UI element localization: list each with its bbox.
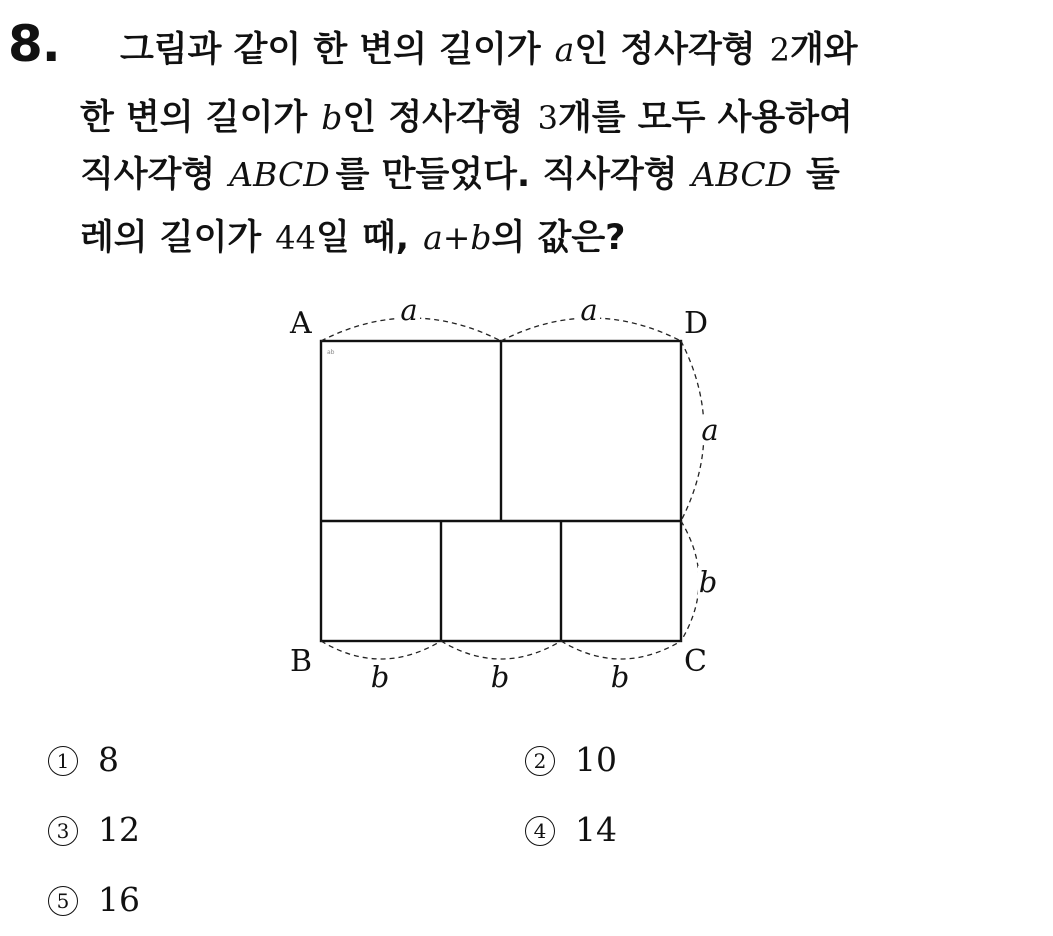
side-label-b: b	[610, 660, 630, 694]
question-number: 8.	[8, 15, 60, 73]
expression-a-plus-b: a+b	[423, 218, 492, 257]
choice-value: 12	[98, 810, 140, 849]
choice-3[interactable]	[48, 810, 140, 850]
variable-a: a	[554, 30, 575, 69]
question-line-2	[80, 90, 853, 146]
dimension-arc-b-bottom-2	[441, 641, 561, 659]
choice-value: 14	[575, 810, 617, 849]
rectangle-figure	[270, 290, 740, 710]
side-label-a: a	[400, 293, 418, 327]
choice-2[interactable]	[525, 740, 617, 780]
question-line-4	[80, 210, 625, 266]
choice-value: 8	[98, 740, 119, 779]
choice-value: 16	[98, 880, 140, 919]
question-text: 직사각형	[80, 155, 216, 195]
question-text: 를 만들었다. 직사각형	[335, 155, 678, 195]
choice-number-circle: 1	[48, 746, 78, 776]
variable-b: b	[321, 98, 343, 137]
question-text: 개를 모두 사용하여	[557, 98, 853, 138]
choice-number-circle: 5	[48, 886, 78, 916]
question-text: 그림과 같이 한 변의 길이가	[120, 30, 541, 70]
question-line-3	[80, 147, 840, 203]
side-label-b: b	[490, 660, 510, 694]
number-two: 2	[769, 31, 790, 69]
choice-5[interactable]	[48, 880, 140, 920]
dimension-arc-b-right	[681, 521, 699, 641]
question-text: 인 정사각형	[574, 30, 756, 70]
choice-number-circle: 2	[525, 746, 555, 776]
vertex-label-d: D	[684, 306, 709, 341]
question-text: 한 변의 길이가	[80, 98, 308, 138]
side-label-a: a	[701, 413, 719, 447]
choice-4[interactable]	[525, 810, 617, 850]
choice-1[interactable]	[48, 740, 119, 780]
number-three: 3	[537, 99, 558, 137]
vertex-label-b: B	[290, 644, 313, 679]
perimeter-value: 44	[275, 219, 316, 257]
rectangle-name: ABCD	[229, 155, 330, 194]
question-text: 레의 길이가	[80, 218, 262, 258]
question-text: 개와	[789, 30, 858, 70]
question-line-1	[120, 22, 858, 78]
choice-value: 10	[575, 740, 617, 779]
dimension-arc-b-bottom-3	[561, 641, 681, 659]
vertex-label-c: C	[684, 644, 707, 679]
choice-number-circle: 4	[525, 816, 555, 846]
question-text: 의 값은?	[491, 218, 626, 258]
tiny-mark: ab	[327, 349, 335, 356]
question-text: 일 때,	[315, 218, 410, 258]
side-label-b: b	[698, 565, 718, 599]
side-label-a: a	[580, 293, 598, 327]
rectangle-name: ABCD	[691, 155, 793, 194]
question-text: 둘	[806, 155, 840, 195]
choice-number-circle: 3	[48, 816, 78, 846]
side-label-b: b	[370, 660, 390, 694]
vertex-label-a: A	[290, 306, 312, 341]
question-text: 인 정사각형	[342, 98, 524, 138]
dimension-arc-b-bottom-1	[321, 641, 441, 659]
